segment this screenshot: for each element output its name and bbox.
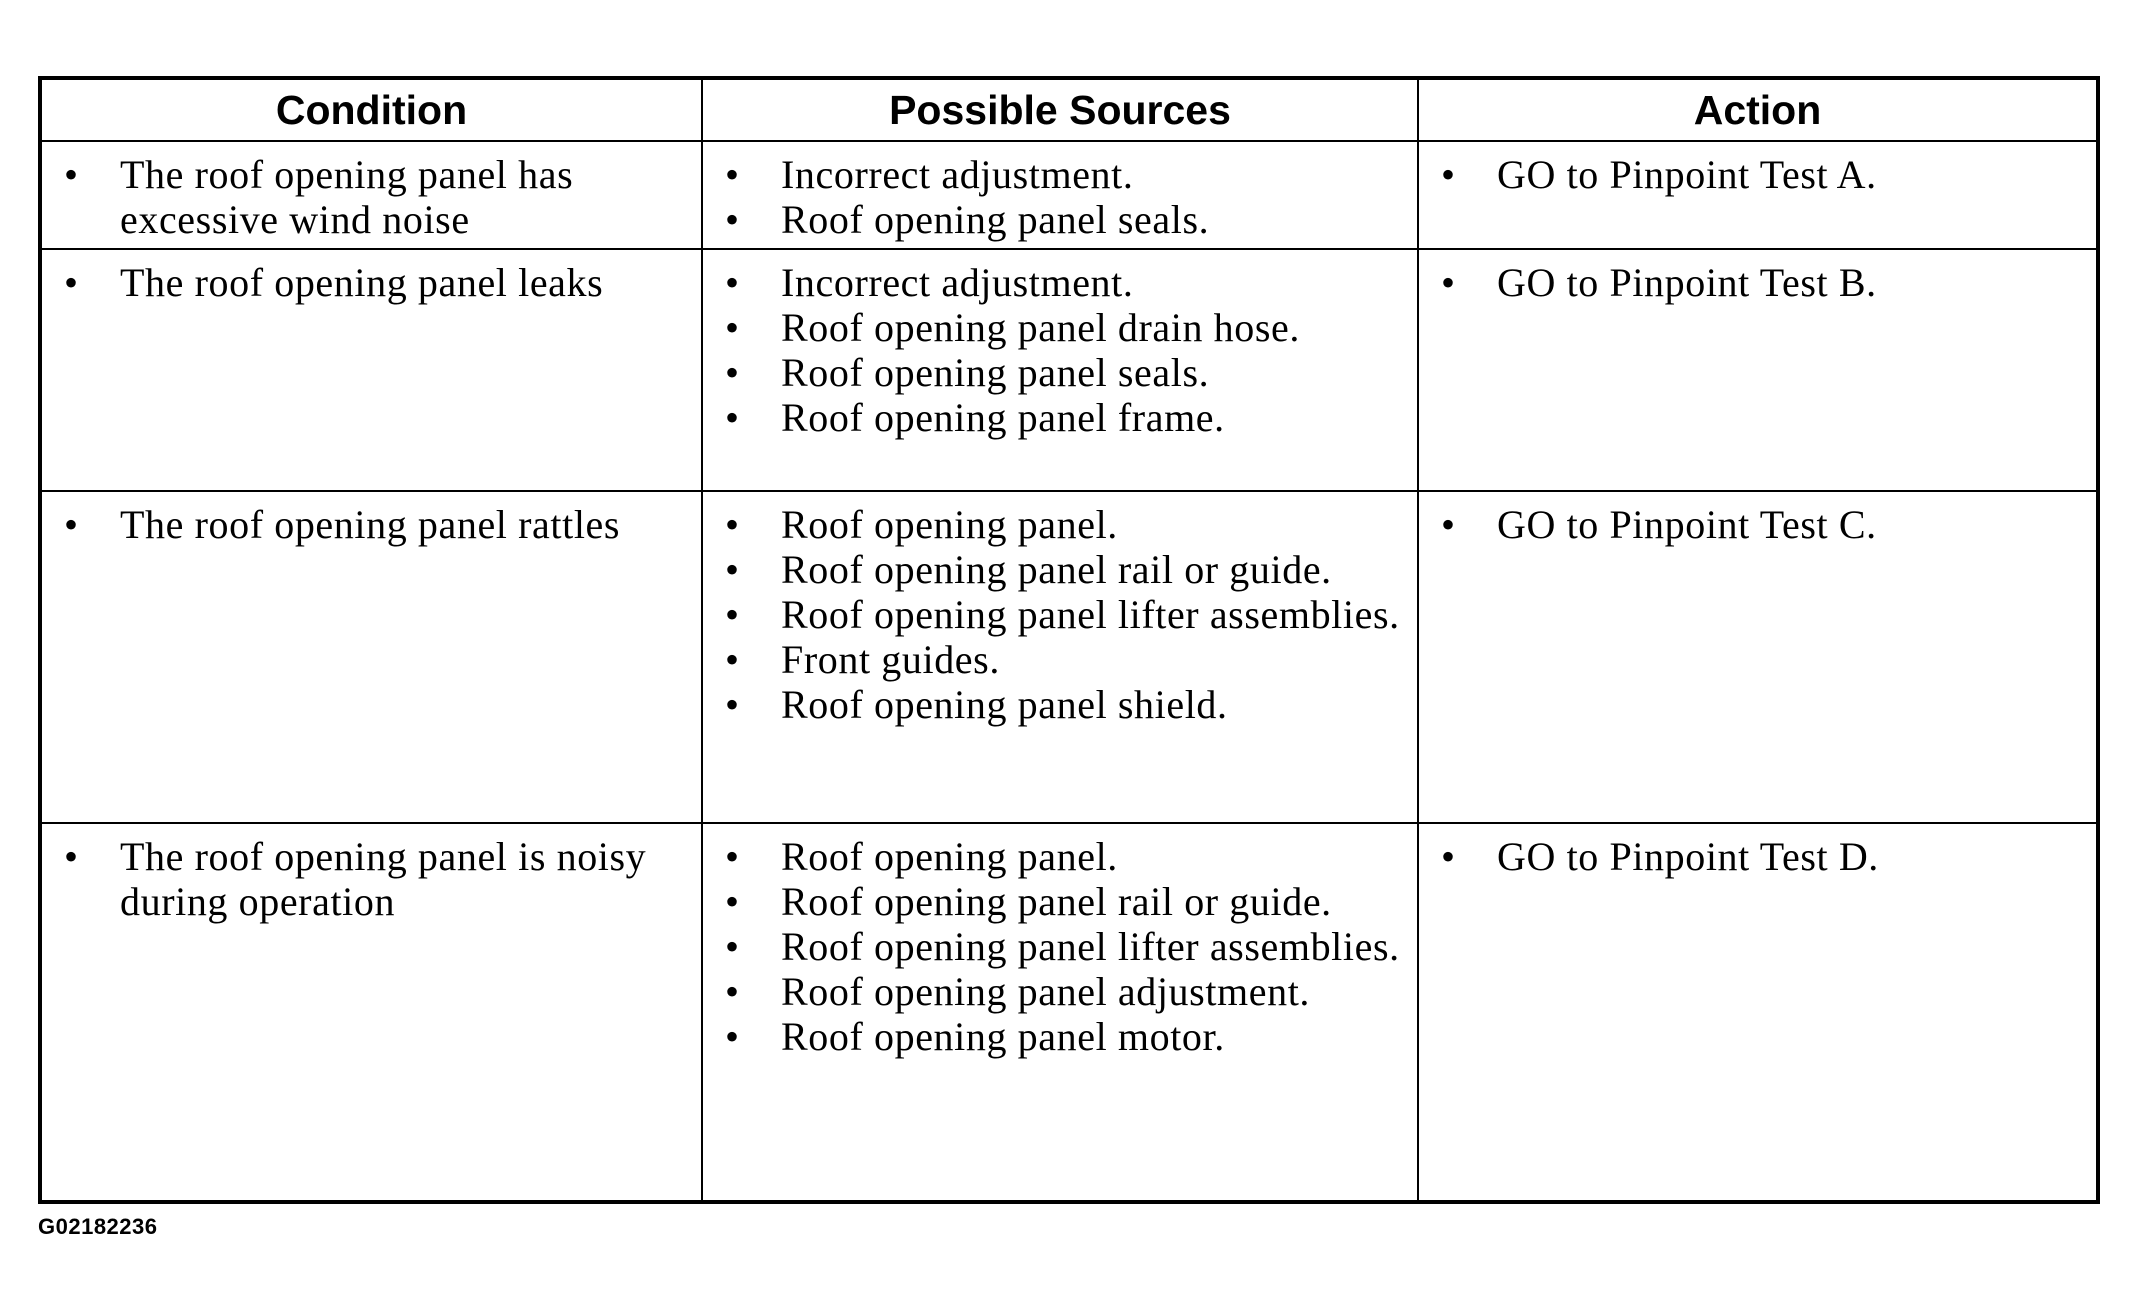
source-item: • Roof opening panel. xyxy=(711,834,1409,879)
diagnosis-table xyxy=(38,76,2100,1204)
source-item: • Roof opening panel drain hose. xyxy=(711,305,1409,350)
table-row xyxy=(40,823,2098,1202)
condition-text: • The roof opening panel leaks xyxy=(50,260,693,305)
condition-text: • The roof opening panel has excessive wind noise xyxy=(50,152,693,242)
source-item: • Roof opening panel motor. xyxy=(711,1014,1409,1059)
source-item: • Front guides. xyxy=(711,637,1409,682)
header-row xyxy=(40,78,2098,141)
source-item: • Roof opening panel rail or guide. xyxy=(711,547,1409,592)
condition-cell xyxy=(40,823,702,1202)
sources-cell xyxy=(702,249,1418,491)
header-action: Action xyxy=(1418,78,2098,141)
sources-cell xyxy=(702,141,1418,249)
source-item: • Roof opening panel lifter assemblies. xyxy=(711,592,1409,637)
action-text: • GO to Pinpoint Test A. xyxy=(1427,152,2088,197)
source-item: • Roof opening panel frame. xyxy=(711,395,1409,440)
source-item: • Roof opening panel lifter assemblies. xyxy=(711,924,1409,969)
table-row xyxy=(40,141,2098,249)
condition-cell xyxy=(40,249,702,491)
condition-text: • The roof opening panel is noisy during operation xyxy=(50,834,693,924)
source-item: • Incorrect adjustment. xyxy=(711,260,1409,305)
source-item: • Roof opening panel seals. xyxy=(711,350,1409,395)
action-text: • GO to Pinpoint Test C. xyxy=(1427,502,2088,547)
table-row xyxy=(40,491,2098,823)
figure-id-label: G02182236 xyxy=(38,1214,158,1239)
source-item: • Roof opening panel. xyxy=(711,502,1409,547)
condition-cell xyxy=(40,491,702,823)
condition-text: • The roof opening panel rattles xyxy=(50,502,693,547)
source-item: • Roof opening panel rail or guide. xyxy=(711,879,1409,924)
sources-cell xyxy=(702,823,1418,1202)
table-row xyxy=(40,249,2098,491)
condition-cell xyxy=(40,141,702,249)
action-cell xyxy=(1418,141,2098,249)
header-condition: Condition xyxy=(40,78,702,141)
source-item: • Roof opening panel shield. xyxy=(711,682,1409,727)
source-item: • Roof opening panel adjustment. xyxy=(711,969,1409,1014)
sources-cell xyxy=(702,491,1418,823)
action-text: • GO to Pinpoint Test B. xyxy=(1427,260,2088,305)
action-cell xyxy=(1418,491,2098,823)
header-possible-sources: Possible Sources xyxy=(702,78,1418,141)
action-cell xyxy=(1418,823,2098,1202)
action-cell xyxy=(1418,249,2098,491)
source-item: • Incorrect adjustment. xyxy=(711,152,1409,197)
source-item: • Roof opening panel seals. xyxy=(711,197,1409,242)
action-text: • GO to Pinpoint Test D. xyxy=(1427,834,2088,879)
